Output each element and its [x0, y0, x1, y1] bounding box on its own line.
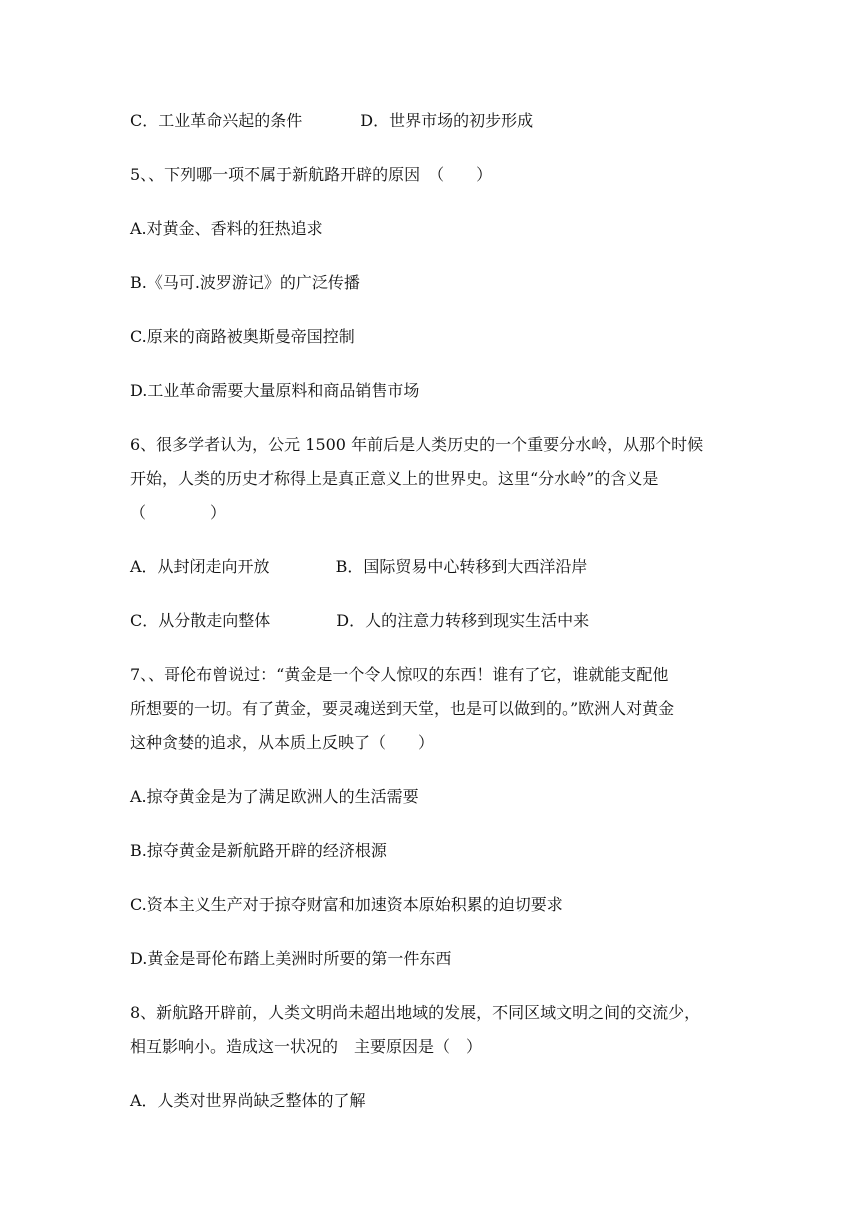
q5-stem: 5、、下列哪一项不属于新航路开辟的原因 （ ）	[130, 165, 493, 184]
q6-option-a: A．从封闭走向开放	[130, 557, 270, 576]
q6-options-row-1	[130, 557, 730, 577]
q4-option-c: C．工业革命兴起的条件	[130, 111, 303, 130]
q7-option-b: B.掠夺黄金是新航路开辟的经济根源	[130, 841, 387, 860]
q6-option-d: D．人的注意力转移到现实生活中来	[336, 611, 590, 630]
q7-option-d: D.黄金是哥伦布踏上美洲时所要的第一件东西	[130, 949, 452, 968]
q6-option-b: B．国际贸易中心转移到大西洋沿岸	[335, 557, 588, 576]
q5-option-c: C.原来的商路被奥斯曼帝国控制	[130, 327, 355, 346]
q7-stem-line-3: 这种贪婪的追求，从本质上反映了（ ）	[130, 733, 435, 752]
q6-options-row-2	[130, 611, 730, 631]
q8-stem-line-1: 8、新航路开辟前，人类文明尚未超出地域的发展，不同区域文明之间的交流少，	[130, 1003, 701, 1022]
q4-options-row	[130, 111, 730, 131]
q5-option-d: D.工业革命需要大量原料和商品销售市场	[130, 381, 420, 400]
q6-stem-line-1: 6、很多学者认为，公元 1500 年前后是人类历史的一个重要分水岭，从那个时候	[130, 435, 704, 454]
q6-stem-line-2: 开始，人类的历史才称得上是真正意义上的世界史。这里“分水岭”的含义是	[130, 469, 659, 488]
q5-option-b: B.《马可.波罗游记》的广泛传播	[130, 273, 360, 292]
q6-option-c: C．从分散走向整体	[130, 611, 271, 630]
q7-option-c: C.资本主义生产对于掠夺财富和加速资本原始积累的迫切要求	[130, 895, 563, 914]
q4-option-d: D．世界市场的初步形成	[360, 111, 534, 130]
q8-stem-line-2: 相互影响小。造成这一状况的 主要原因是（ ）	[130, 1037, 483, 1056]
q8-option-a: A．人类对世界尚缺乏整体的了解	[130, 1091, 366, 1110]
q7-stem-line-1: 7、、哥伦布曾说过：“黄金是一个令人惊叹的东西！谁有了它，谁就能支配他	[130, 665, 669, 684]
q7-option-a: A.掠夺黄金是为了满足欧洲人的生活需要	[130, 787, 419, 806]
q7-stem-line-2: 所想要的一切。有了黄金，要灵魂送到天堂，也是可以做到的。”欧洲人对黄金	[130, 699, 675, 718]
q5-option-a: A.对黄金、香料的狂热追求	[130, 219, 323, 238]
q6-answer-blank: （ ）	[130, 503, 227, 522]
